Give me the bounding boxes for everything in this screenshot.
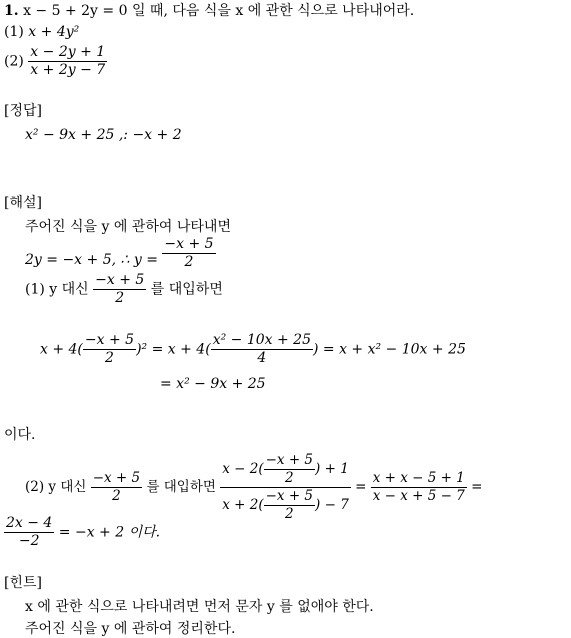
step1-denominator: 2	[184, 254, 194, 270]
explanation-step1	[25, 236, 216, 271]
big-den-inner-fraction	[264, 488, 315, 523]
eq1-fraction-a	[83, 332, 136, 367]
big-num-part-b: ) + 1	[315, 461, 349, 477]
problem-item-1	[4, 23, 79, 41]
item2-numerator: x − 2y + 1	[30, 44, 106, 60]
step1-numerator: −x + 5	[164, 236, 214, 252]
answer-heading: [정답]	[4, 103, 42, 119]
sub1-suffix: 를 대입하면	[150, 281, 223, 298]
equation-1	[40, 332, 466, 367]
sub1-denominator: 2	[115, 290, 125, 306]
big-den-inner-denominator: 2	[285, 506, 294, 522]
problem-number: 1.	[4, 3, 19, 19]
explanation-sub2	[25, 452, 482, 523]
sub2-numerator: −x + 5	[92, 470, 141, 486]
hint-heading: [힌트]	[4, 575, 42, 591]
big-num-inner-denominator: 2	[285, 470, 294, 486]
eq1-fraction-a-denominator: 2	[105, 350, 114, 366]
problem-item-2	[4, 44, 107, 79]
eq1-part-a: x + 4(	[40, 341, 83, 358]
final-rest: = −x + 2 이다.	[58, 524, 161, 541]
eq1-part-b: )² = x + 4(	[136, 341, 211, 358]
step1-left: 2y = −x + 5, ∴ y =	[25, 251, 158, 268]
big-fraction	[220, 452, 351, 523]
sub1-fraction	[93, 272, 146, 307]
mid-denominator: x − x + 5 − 7	[372, 488, 465, 504]
big-den-part-b: ) − 7	[315, 497, 349, 513]
problem-statement: x − 5 + 2y = 0 일 때, 다음 식을 x 에 관한 식으로 나타내어라.	[23, 3, 415, 19]
final-denominator: −2	[18, 533, 40, 549]
eq1-fraction-a-numerator: −x + 5	[84, 332, 135, 348]
eq1-part-c: ) = x + x² − 10x + 25	[312, 341, 466, 358]
hint-line-1: x 에 관한 식으로 나타내려면 먼저 문자 y 를 없애야 한다.	[25, 599, 374, 615]
big-num-part-a: x − 2(	[222, 461, 264, 477]
hint-line-2: 주어진 식을 y 에 관하여 정리한다.	[25, 621, 236, 637]
final-fraction	[4, 515, 54, 550]
equals-sign-2: =	[471, 479, 483, 495]
mid-fraction	[371, 470, 467, 505]
big-num-inner-numerator: −x + 5	[265, 452, 314, 468]
problem-line	[4, 2, 414, 20]
mid-numerator: x + x − 5 + 1	[372, 470, 465, 486]
step1-fraction	[162, 236, 215, 271]
sub1-numerator: −x + 5	[95, 272, 145, 288]
final-numerator: 2x − 4	[6, 515, 53, 531]
conclusion-1: 이다.	[4, 427, 36, 443]
eq1-fraction-b	[211, 332, 313, 367]
eq1-fraction-b-numerator: x² − 10x + 25	[212, 332, 311, 348]
eq1-fraction-b-denominator: 4	[257, 350, 267, 366]
big-fraction-denominator	[220, 488, 351, 523]
final-result	[4, 515, 160, 550]
big-den-part-a: x + 2(	[222, 497, 264, 513]
sub2-denominator: 2	[112, 488, 121, 504]
big-fraction-numerator	[220, 452, 351, 488]
item1-label: (1)	[4, 24, 24, 40]
sub2-suffix: 를 대입하면	[146, 479, 216, 495]
item2-label: (2)	[4, 53, 24, 70]
sub2-prefix: (2) y 대신	[25, 479, 87, 495]
equation-2: = x² − 9x + 25	[160, 376, 266, 392]
sub2-fraction	[91, 470, 142, 505]
equals-sign-1: =	[355, 479, 367, 495]
big-den-inner-numerator: −x + 5	[265, 488, 314, 504]
answer-text: x² − 9x + 25 ,: −x + 2	[25, 127, 182, 143]
sub1-prefix: (1) y 대신	[25, 281, 89, 298]
item1-expression: x + 4y²	[28, 24, 80, 40]
item2-denominator: x + 2y − 7	[30, 62, 106, 78]
item2-fraction	[28, 44, 107, 79]
explanation-heading: [해설]	[4, 195, 42, 211]
big-num-inner-fraction	[264, 452, 315, 487]
explanation-sub1	[25, 272, 223, 307]
explanation-intro: 주어진 식을 y 에 관하여 나타내면	[25, 219, 231, 235]
